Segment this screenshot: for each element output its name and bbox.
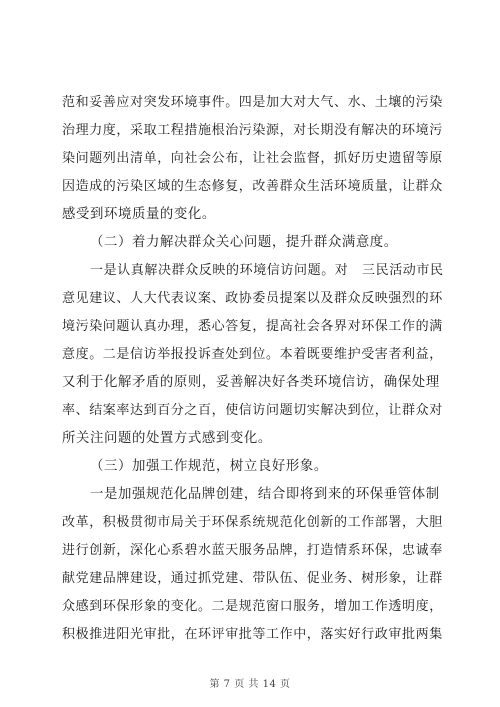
paragraph-line: 积极推进阳光审批，在环评审批等工作中，落实好行政审批两集 [62, 627, 443, 642]
paragraph-line: 又利于化解矛盾的原则，妥善解决好各类环境信访，确保处理 [62, 375, 440, 390]
paragraph-line: 改革，积极贯彻市局关于环保系统规范化创新的工作部署，大胆 [62, 515, 443, 530]
paragraph-line: 率、结案率达到百分之百，使信访问题切实解决到位，让群众对 [62, 403, 443, 418]
paragraph-line: 众感到环保形象的变化。二是规范窗口服务，增加工作透明度， [62, 599, 443, 614]
paragraph-line: 境污染问题认真办理，悉心答复，提高社会各界对环保工作的满 [62, 319, 443, 334]
paragraph-line: 意见建议、人大代表议案、政协委员提案以及群众反映强烈的环 [62, 291, 443, 306]
section-heading: （三）加强工作规范，树立良好形象。 [90, 459, 328, 474]
paragraph-line: 献党建品牌建设，通过抓党建、带队伍、促业务、树形象，让群 [62, 571, 443, 586]
paragraph-line: 范和妥善应对突发环境事件。四是加大对大气、水、土壤的污染 [62, 95, 443, 110]
paragraph-line: 意度。二是信访举报投诉查处到位。本着既要维护受害者利益， [62, 347, 443, 362]
paragraph-line: 感受到环境质量的变化。 [62, 207, 216, 222]
paragraph-line: 进行创新，深化心系碧水蓝天服务品牌，打造情系环保，忠诚奉 [62, 543, 443, 558]
paragraph-line: 因造成的污染区域的生态修复，改善群众生活环境质量，让群众 [62, 179, 443, 194]
paragraph-line: 所关注问题的处置方式感到变化。 [62, 431, 272, 446]
paragraph-line: 一是认真解决群众反映的环境信访问题。对 三民活动市民 [90, 263, 444, 278]
paragraph-line: 染问题列出清单，向社会公布，让社会监督，抓好历史遗留等原 [62, 151, 443, 166]
section-heading: （二）着力解决群众关心问题，提升群众满意度。 [90, 235, 398, 250]
paragraph-line: 治理力度，采取工程措施根治污染源，对长期没有解决的环境污 [62, 123, 443, 138]
page-number: 第 7 页 共 14 页 [209, 679, 291, 690]
paragraph-line: 一是加强规范化品牌创建，结合即将到来的环保垂管体制 [90, 487, 440, 502]
